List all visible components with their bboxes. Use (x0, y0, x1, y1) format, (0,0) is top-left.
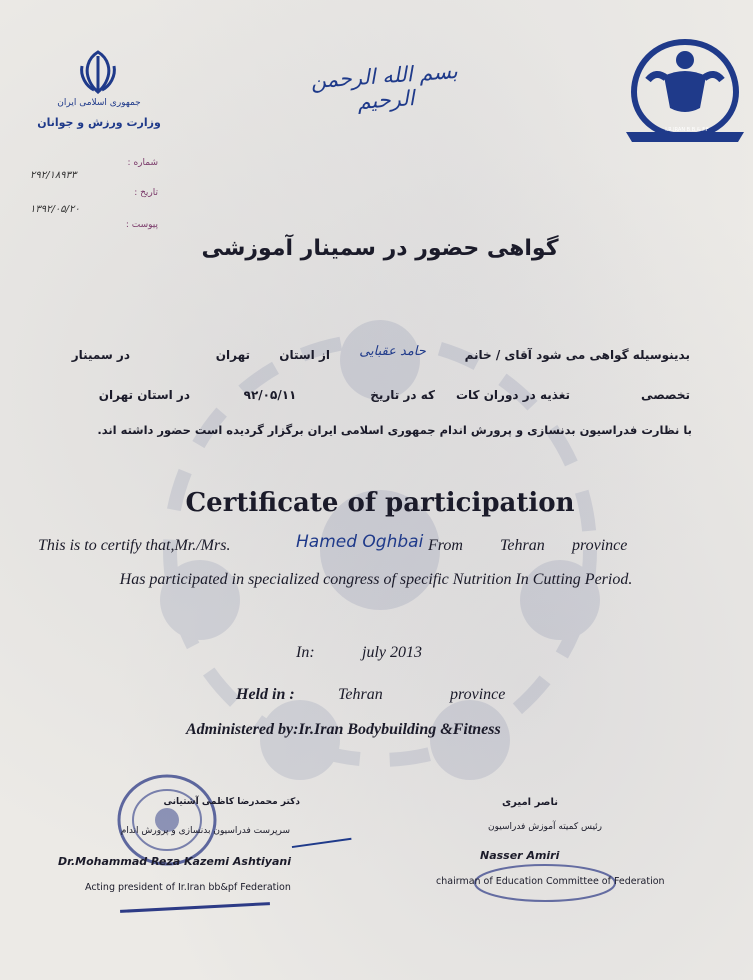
number-label: شماره : (127, 158, 158, 168)
right-signer-persian-title: رئیس کمیته آموزش فدراسیون (487, 822, 603, 832)
from-label: From (428, 537, 463, 554)
ministry-line2: وزارت ورزش و جوانان (37, 116, 161, 129)
left-signer-title: Acting president of Ir.Iran bb&pf Federation (85, 882, 291, 893)
certify-prefix: This is to certify that,Mr./Mrs. (38, 537, 231, 554)
persian-in-seminar: در سمینار (71, 348, 130, 362)
iran-emblem-icon (74, 48, 122, 94)
from-province-word: province (572, 537, 628, 554)
persian-from-province: از استان (279, 348, 330, 362)
left-signer-name: Dr.Mohammad Reza Kazemi Ashtiyani (58, 855, 291, 868)
left-signature-stroke (120, 902, 270, 913)
date-value: ۱۳۹۲/۰۵/۲۰ (30, 204, 80, 215)
right-signer-name: Nasser Amiri (480, 849, 560, 862)
in-label: In: (296, 644, 315, 661)
persian-participant-name: حامد عقبایی (359, 344, 426, 359)
right-signer-persian-name: ناصر امیری (502, 797, 558, 808)
administered-by: Administered by:Ir.Iran Bodybuilding &Fitness (186, 721, 501, 738)
held-label: Held in : (236, 686, 295, 703)
participant-name-handwritten: Hamed Oghbai (296, 532, 424, 552)
persian-on-date: که در تاریخ (370, 388, 435, 402)
persian-date: ۹۲/۰۵/۱۱ (243, 388, 297, 402)
bismillah-calligraphy: بسم الله الرحمن الرحيم (309, 58, 459, 114)
date-label: تاریخ : (134, 188, 158, 198)
left-signature-scribble (288, 814, 351, 848)
english-title: Certificate of participation (185, 488, 575, 518)
persian-province: تهران (215, 348, 250, 362)
held-province: province (450, 686, 506, 703)
persian-title: گواهی حضور در سمینار آموزشی (201, 236, 559, 261)
participated-line: Has participated in specialized congress of specific Nutrition In Cutting Period. (119, 571, 633, 588)
federation-emblem-text: I.R.IRAN B.B.& F.F (665, 127, 709, 133)
from-city: Tehran (500, 537, 545, 554)
persian-in-province: در استان تهران (98, 388, 190, 402)
persian-topic: تغذیه در دوران کات (455, 388, 570, 402)
left-signer-persian-name: دکتر محمدرضا کاظمی آشتیانی (163, 797, 300, 807)
attachment-label: پیوست : (125, 220, 158, 230)
number-value: ۲۹۲/۱۸۹۳۳ (30, 170, 77, 181)
persian-specialized: تخصصی (641, 388, 690, 402)
in-date: july 2013 (362, 644, 422, 661)
right-signer-title: chairman of Education Committee of Federation (436, 876, 665, 887)
ministry-line1: جمهوری اسلامی ایران (57, 98, 141, 108)
left-signer-persian-title: سرپرست فدراسیون بدنسازی و پرورش اندام (120, 826, 290, 836)
persian-line3: با نظارت فدراسیون بدنسازی و پرورش اندام جمهوری اسلامی ایران برگزار گردیده است حضور داشته اند. (97, 423, 692, 437)
persian-line1-intro: بدینوسیله گواهی می شود آقای / خانم (464, 348, 690, 362)
held-city: Tehran (338, 686, 383, 703)
